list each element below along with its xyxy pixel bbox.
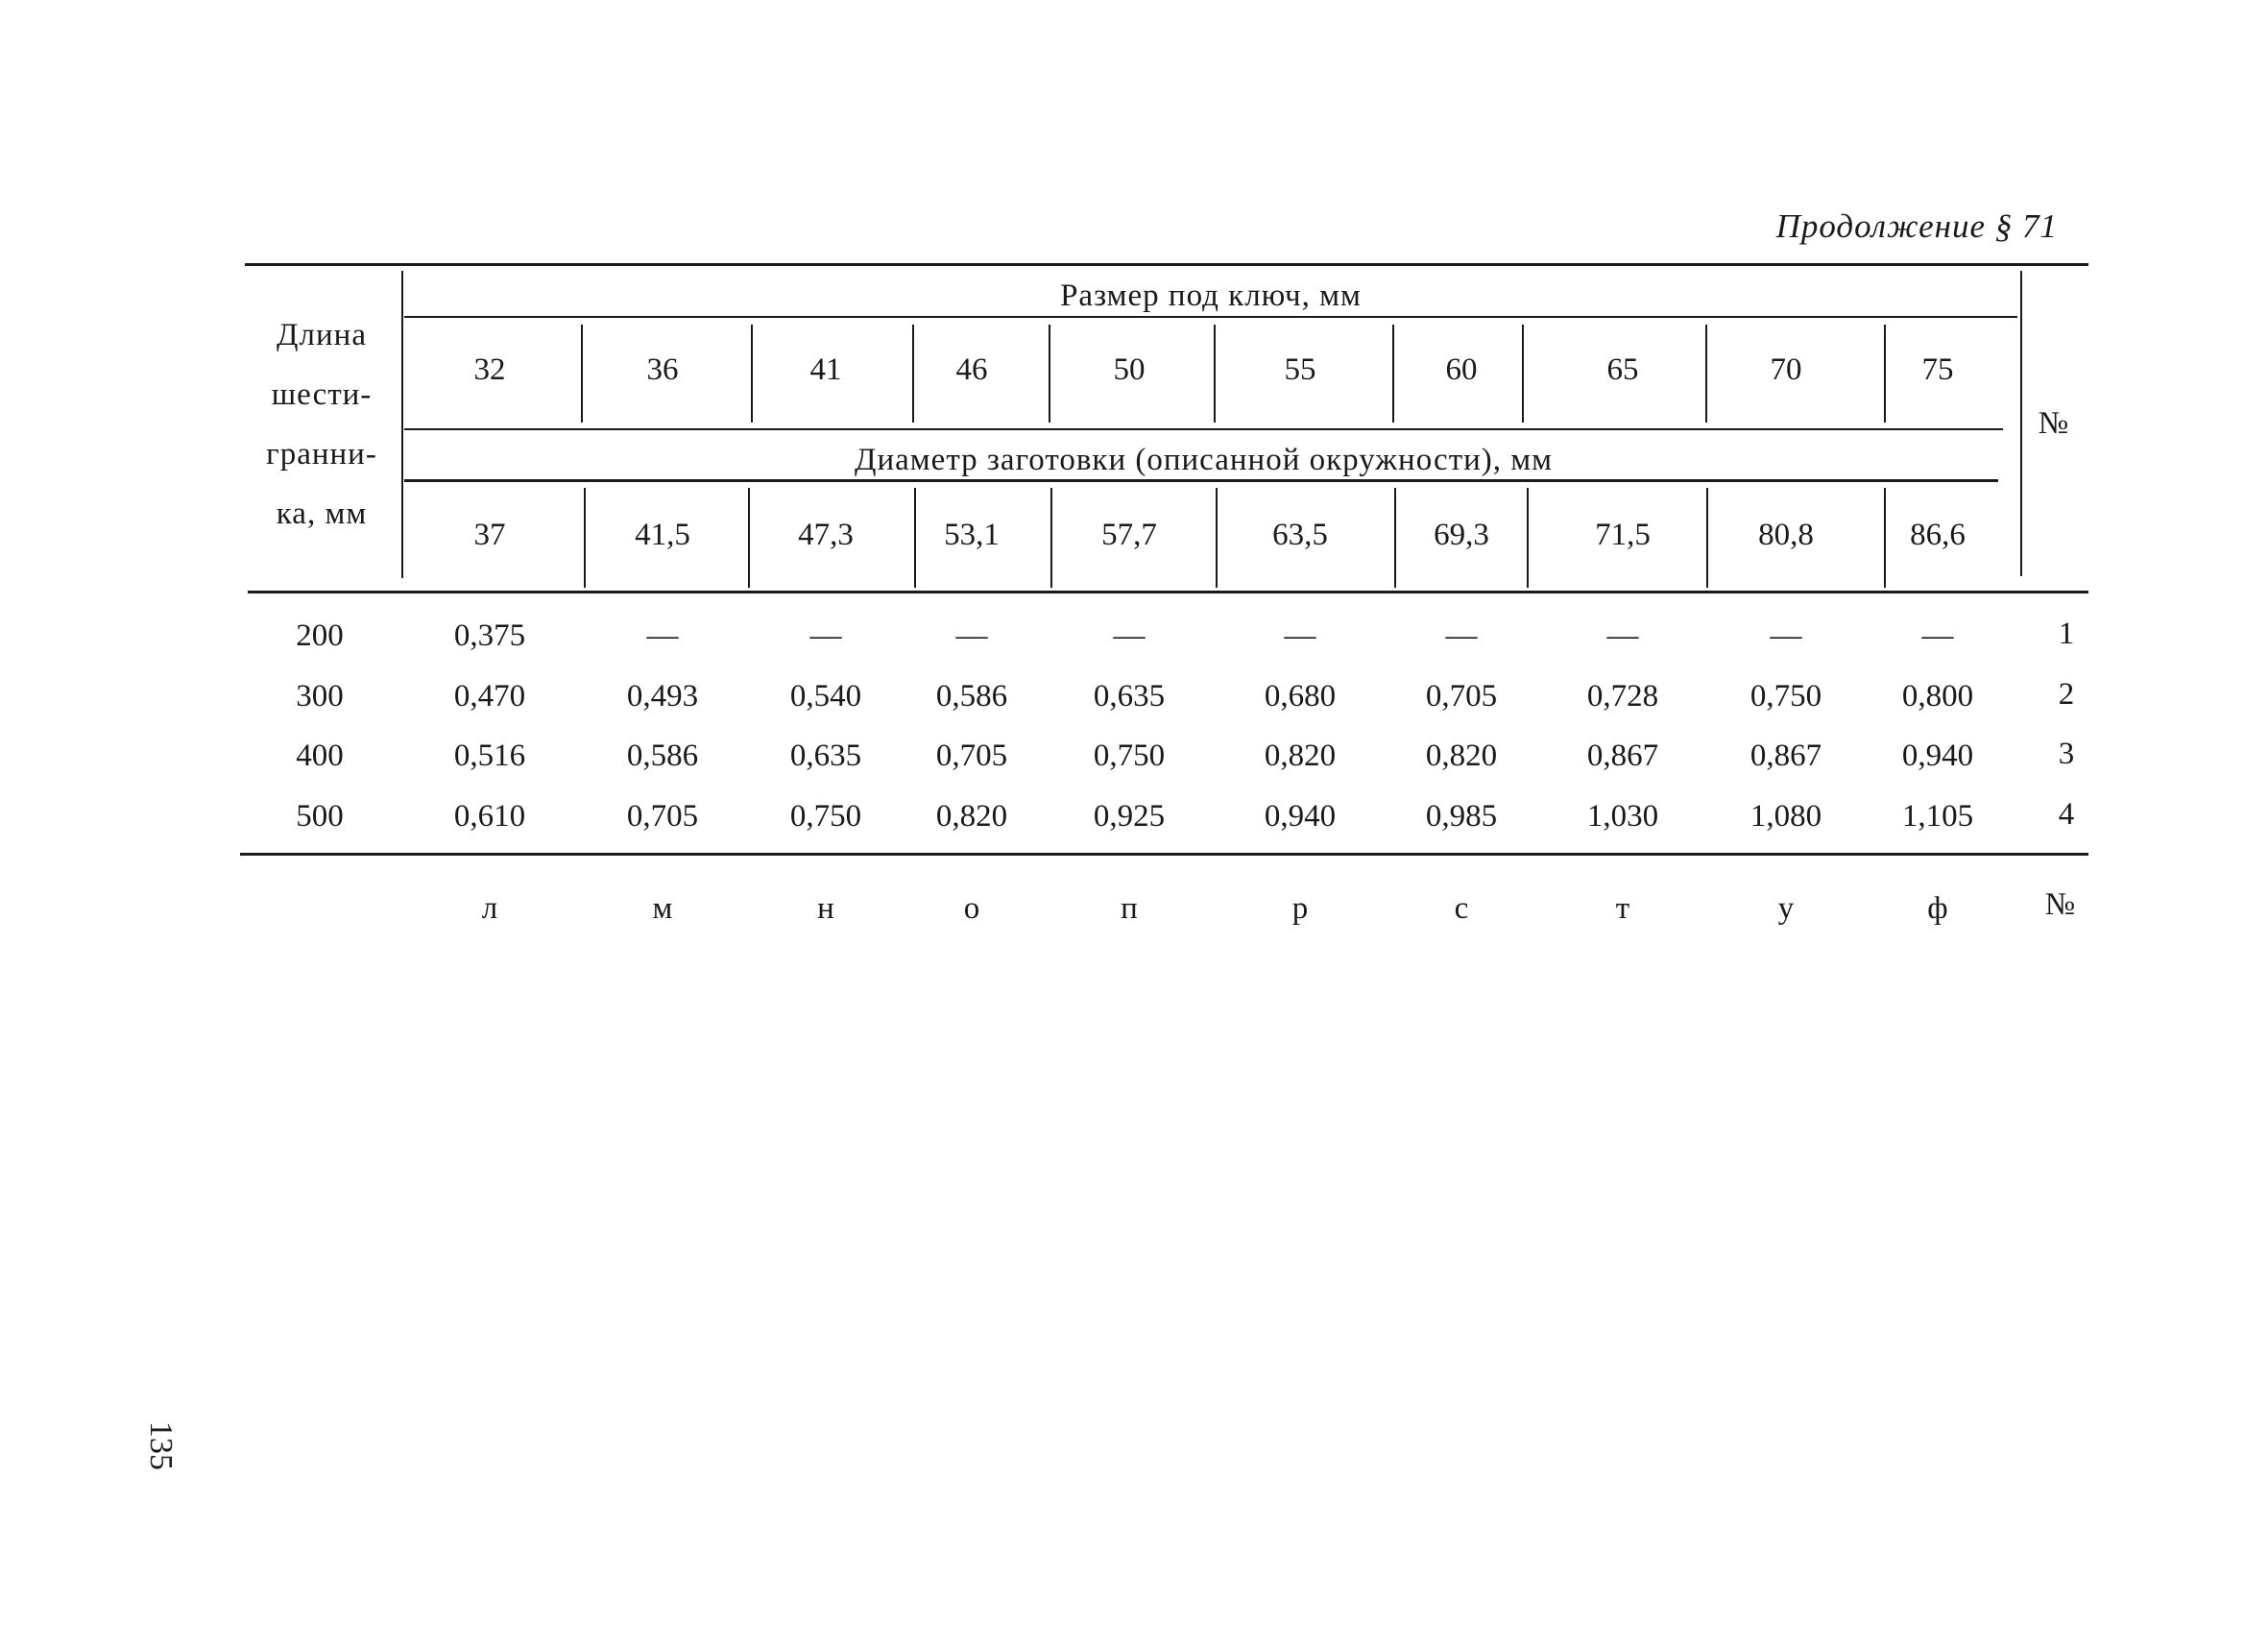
value-cell: — [1921,618,1954,653]
value-cell: — [1113,618,1146,653]
value-cell: 0,493 [626,679,699,714]
value-cell: 0,750 [789,799,862,834]
diameter-column-divider [1884,488,1886,588]
column-letter: ф [1927,891,1948,926]
value-cell: 0,375 [453,618,526,653]
value-cell: 0,586 [935,679,1008,714]
value-cell: — [1445,618,1478,653]
wrench-size-group-title: Размер под ключ, мм [1060,278,1362,313]
value-cell: 1,105 [1901,799,1974,834]
wrench-size-cell: 55 [1284,352,1316,387]
table-top-rule [245,263,2088,266]
wrench-size-cell: 46 [955,352,988,387]
continuation-heading: Продолжение § 71 [1775,207,2058,245]
wrench-column-divider [1705,325,1707,423]
wrench-size-cell: 50 [1113,352,1146,387]
diameter-column-divider [1527,488,1529,588]
group2-topline [404,428,2003,430]
diameter-cell: 71,5 [1595,518,1651,552]
diameter-cell: 57,7 [1101,518,1157,552]
column-letter: п [1121,891,1138,926]
value-cell: 0,820 [935,799,1008,834]
wrench-size-cell: 60 [1445,352,1478,387]
value-cell: 0,940 [1264,799,1337,834]
value-cell: 0,516 [453,738,526,773]
value-cell: — [1284,618,1316,653]
column-letter: р [1291,891,1309,926]
row-number-cell: 2 [2058,677,2075,712]
side-header-line-2: шести- [271,377,373,412]
row-length-cell: 200 [296,618,344,653]
diameter-cell: 53,1 [944,518,1000,552]
value-cell: 0,800 [1901,679,1974,714]
wrench-column-divider [1884,325,1886,423]
header-bottom-rule [248,591,2088,593]
table-bottom-rule [240,853,2088,856]
value-cell: — [1770,618,1802,653]
value-cell: 0,586 [626,738,699,773]
wrench-column-divider [581,325,583,423]
value-cell: 0,820 [1425,738,1498,773]
row-number-cell: 3 [2058,737,2075,771]
value-cell: 0,867 [1586,738,1659,773]
value-cell: — [1606,618,1639,653]
side-header [245,305,398,544]
wrench-column-divider [912,325,914,423]
wrench-column-divider [751,325,753,423]
column-letter: н [817,891,834,926]
diameter-column-divider [1706,488,1708,588]
diameter-column-divider [748,488,750,588]
diameter-cell: 80,8 [1758,518,1814,552]
row-length-cell: 300 [296,679,344,714]
value-cell: 1,030 [1586,799,1659,834]
diameter-column-divider [1394,488,1396,588]
value-cell: 0,750 [1093,738,1166,773]
row-number-cell: 1 [2058,617,2075,651]
value-cell: 0,728 [1586,679,1659,714]
diameter-cell: 47,3 [798,518,854,552]
side-header-line-4: ка, мм [276,496,368,531]
wrench-column-divider [1392,325,1394,423]
wrench-size-cell: 75 [1921,352,1954,387]
diameter-column-divider [914,488,916,588]
value-cell: 0,925 [1093,799,1166,834]
column-letter: о [963,891,980,926]
value-cell: — [955,618,988,653]
diameter-column-divider [1216,488,1218,588]
diameter-cell: 63,5 [1272,518,1328,552]
wrench-size-cell: 32 [473,352,506,387]
value-cell: 0,635 [789,738,862,773]
value-cell: 0,705 [1425,679,1498,714]
column-letter: м [652,891,673,926]
value-cell: 0,867 [1749,738,1822,773]
value-cell: 0,470 [453,679,526,714]
diameter-column-divider [1050,488,1052,588]
wrench-column-divider [1522,325,1524,423]
row-length-cell: 400 [296,738,344,773]
side-header-line-3: гранни- [266,437,377,472]
diameter-cell: 37 [473,518,506,552]
group1-underline [404,316,2017,318]
value-cell: 0,705 [935,738,1008,773]
wrench-column-divider [1049,325,1050,423]
column-letter: т [1615,891,1630,926]
group2-underline [404,479,1998,482]
row-length-cell: 500 [296,799,344,834]
blank-diameter-group-title: Диаметр заготовки (описанной окружности), мм [854,443,1554,477]
value-cell: 0,985 [1425,799,1498,834]
value-cell: 0,705 [626,799,699,834]
wrench-size-cell: 70 [1770,352,1802,387]
diameter-column-divider [584,488,586,588]
value-cell: 0,635 [1093,679,1166,714]
wrench-size-cell: 65 [1606,352,1639,387]
column-letter: у [1777,891,1795,926]
wrench-column-divider [1214,325,1216,423]
wrench-size-cell: 41 [809,352,842,387]
value-cell: 0,610 [453,799,526,834]
value-cell: 0,540 [789,679,862,714]
diameter-cell: 86,6 [1910,518,1966,552]
column-letter: с [1454,891,1469,926]
row-number-cell: 4 [2058,797,2075,832]
wrench-size-cell: 36 [646,352,679,387]
number-column-header: № [2038,406,2070,441]
value-cell: — [809,618,842,653]
value-cell: — [646,618,679,653]
value-cell: 0,750 [1749,679,1822,714]
diameter-cell: 69,3 [1434,518,1489,552]
diameter-cell: 41,5 [635,518,690,552]
page-number: 135 [143,1421,179,1470]
side-header-line-1: Длина [277,318,367,352]
side-header-divider [401,271,403,578]
value-cell: 0,820 [1264,738,1337,773]
footer-number-label: № [2044,887,2077,922]
column-letter: л [481,891,498,926]
value-cell: 0,940 [1901,738,1974,773]
value-cell: 0,680 [1264,679,1337,714]
value-cell: 1,080 [1749,799,1822,834]
